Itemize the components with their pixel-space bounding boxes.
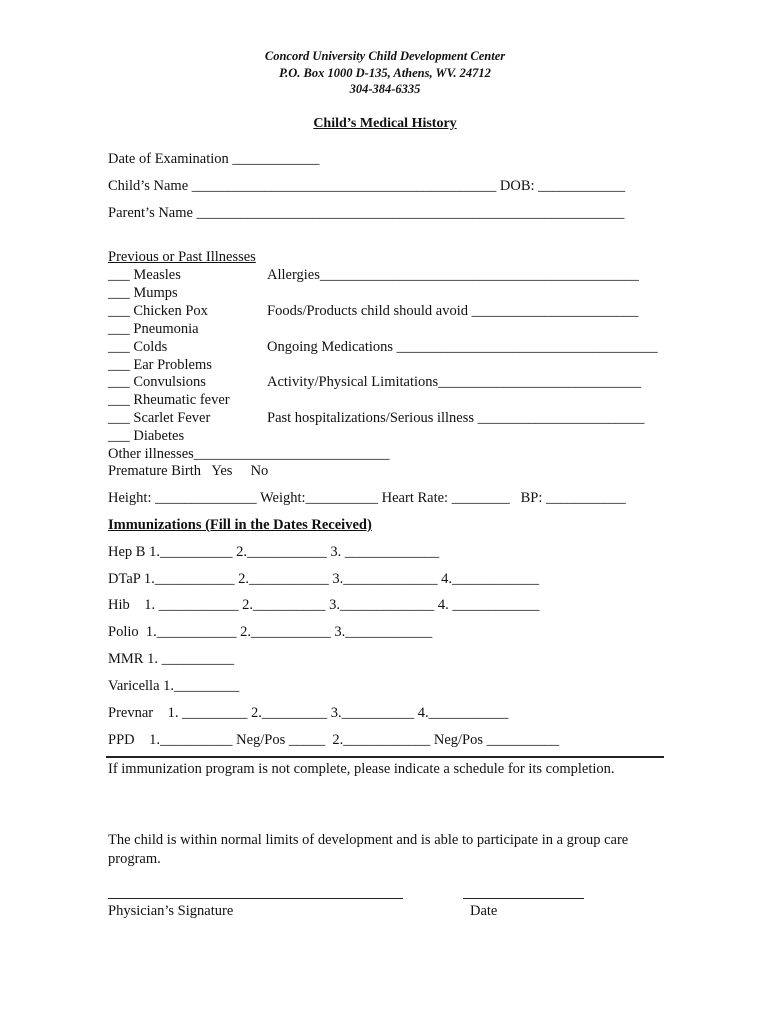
allergies-field[interactable]: Allergies____________________________________________ bbox=[267, 267, 639, 283]
immunization-varicella[interactable]: Varicella 1._________ bbox=[108, 678, 240, 694]
signature-date-label: Date bbox=[470, 903, 498, 919]
illness-mumps[interactable]: ___ Mumps bbox=[108, 285, 178, 301]
org-address: P.O. Box 1000 D-135, Athens, WV. 24712 bbox=[279, 66, 491, 80]
date-of-examination-field[interactable]: Date of Examination ____________ bbox=[108, 151, 320, 167]
illness-rheumatic-fever[interactable]: ___ Rheumatic fever bbox=[108, 392, 230, 408]
statement-line-1: The child is within normal limits of development and is able to participate in a group care bbox=[108, 832, 629, 848]
other-illnesses-field[interactable]: Other illnesses___________________________ bbox=[108, 446, 390, 462]
parent-name-field[interactable]: Parent’s Name ___________________________________________________________ bbox=[108, 205, 625, 221]
illness-ear-problems[interactable]: ___ Ear Problems bbox=[108, 357, 212, 373]
activity-limitations-field[interactable]: Activity/Physical Limitations____________________________ bbox=[267, 374, 642, 390]
illness-diabetes[interactable]: ___ Diabetes bbox=[108, 428, 185, 444]
org-phone: 304-384-6335 bbox=[349, 82, 421, 96]
physician-signature-label: Physician’s Signature bbox=[108, 903, 234, 919]
illness-colds[interactable]: ___ Colds bbox=[108, 339, 168, 355]
immunization-mmr[interactable]: MMR 1. __________ bbox=[108, 651, 235, 667]
physician-signature-line[interactable] bbox=[108, 898, 403, 899]
immunization-hep-b[interactable]: Hep B 1.__________ 2.___________ 3. _____________ bbox=[108, 544, 440, 560]
vitals-row[interactable]: Height: ______________ Weight:__________ Heart Rate: ________ BP: ___________ bbox=[108, 490, 626, 506]
immunization-dtap[interactable]: DTaP 1.___________ 2.___________ 3._____________ 4.____________ bbox=[108, 571, 540, 587]
illnesses-heading: Previous or Past Illnesses bbox=[108, 249, 256, 265]
illness-scarlet-fever[interactable]: ___ Scarlet Fever bbox=[108, 410, 211, 426]
illness-chicken-pox[interactable]: ___ Chicken Pox bbox=[108, 303, 208, 319]
schedule-note: If immunization program is not complete, please indicate a schedule for its completion. bbox=[108, 761, 615, 777]
foods-to-avoid-field[interactable]: Foods/Products child should avoid _______________________ bbox=[267, 303, 639, 319]
premature-birth-field[interactable]: Premature Birth Yes No bbox=[108, 463, 269, 479]
ongoing-medications-field[interactable]: Ongoing Medications ____________________________________ bbox=[267, 339, 658, 355]
section-divider bbox=[106, 756, 664, 758]
immunization-prevnar[interactable]: Prevnar 1. _________ 2._________ 3.__________ 4.___________ bbox=[108, 705, 509, 721]
signature-date-line[interactable] bbox=[463, 898, 584, 899]
immunization-hib[interactable]: Hib 1. ___________ 2.__________ 3._____________ 4. ____________ bbox=[108, 597, 540, 613]
child-name-field[interactable]: Child’s Name __________________________________________ DOB: ____________ bbox=[108, 178, 626, 194]
statement-line-2: program. bbox=[108, 851, 161, 867]
hospitalizations-field[interactable]: Past hospitalizations/Serious illness _______________________ bbox=[267, 410, 645, 426]
illness-convulsions[interactable]: ___ Convulsions bbox=[108, 374, 206, 390]
illness-pneumonia[interactable]: ___ Pneumonia bbox=[108, 321, 199, 337]
immunizations-heading: Immunizations (Fill in the Dates Received) bbox=[108, 517, 372, 533]
form-title: Child’s Medical History bbox=[313, 116, 457, 131]
org-name: Concord University Child Development Center bbox=[264, 49, 506, 63]
immunization-polio[interactable]: Polio 1.___________ 2.___________ 3.____________ bbox=[108, 624, 433, 640]
immunization-ppd[interactable]: PPD 1.__________ Neg/Pos _____ 2.____________ Neg/Pos __________ bbox=[108, 732, 560, 748]
illness-measles[interactable]: ___ Measles bbox=[108, 267, 181, 283]
